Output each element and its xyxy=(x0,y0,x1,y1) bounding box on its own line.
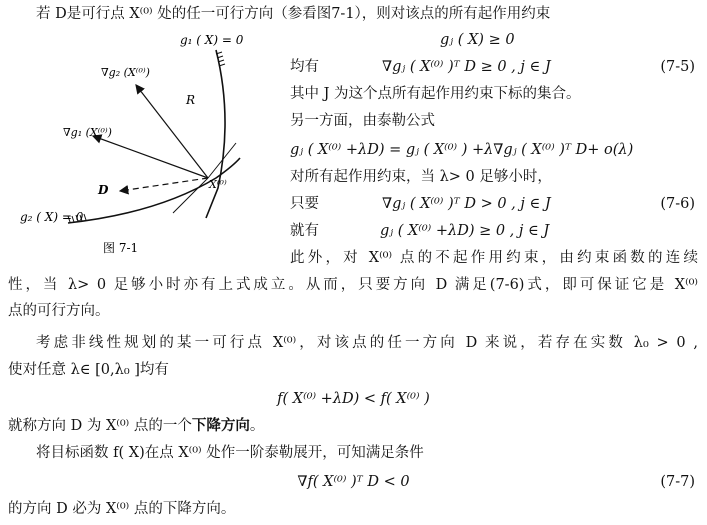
equation-7-7: ∇f( X⁽⁰⁾ )ᵀ D < 0 xyxy=(297,474,410,490)
text-line-5: 另一方面，由泰勒公式 xyxy=(290,113,435,129)
figure-caption: 图 7-1 xyxy=(103,241,139,255)
grad-g1-arrow xyxy=(93,136,208,178)
point-label: X⁽⁰⁾ xyxy=(209,178,227,191)
grad-g1-label: ∇g₁ (X⁽⁰⁾) xyxy=(63,126,112,139)
region-label: R xyxy=(186,93,196,107)
text-line-4: 其中 J 为这个点所有起作用约束下标的集合。 xyxy=(290,86,581,102)
text-line-14: 使对任意 λ∈ [0,λ₀ ]均有 xyxy=(8,362,169,378)
equation-taylor: gⱼ ( X⁽⁰⁾ +λD) = gⱼ ( X⁽⁰⁾ ) +λ∇gⱼ ( X⁽⁰⁾ )ᵀ D+ o(λ) xyxy=(290,142,634,158)
equation-number-7-5: (7-5) xyxy=(660,59,695,75)
grad-g2-arrow xyxy=(136,85,208,178)
equation-number-7-7: (7-7) xyxy=(660,474,695,490)
text-line-3-label: 均有 xyxy=(290,59,319,75)
text-line-19: 的方向 D 必为 X⁽⁰⁾ 点的下降方向。 xyxy=(8,501,236,517)
text-line-2: gⱼ ( X) ≥ 0 xyxy=(440,32,515,48)
g1-label: g₁ ( X) = 0 xyxy=(180,33,244,47)
equation-7-5: ∇gⱼ ( X⁽⁰⁾ )ᵀ D ≥ 0 , j ∈ J xyxy=(382,59,551,75)
text-line-7: 对所有起作用约束，当 λ> 0 足够小时， xyxy=(290,169,552,185)
text-line-10: 此外，对 X⁽⁰⁾ 点的不起作用约束，由约束函数的连续 xyxy=(290,250,698,266)
direction-label: D xyxy=(98,183,109,197)
equation-7-6: ∇gⱼ ( X⁽⁰⁾ )ᵀ D > 0 , j ∈ J xyxy=(382,196,551,212)
g1-constraint-curve xyxy=(206,50,225,218)
equation-descent: f( X⁽⁰⁾ +λD) < f( X⁽⁰⁾ ) xyxy=(277,391,430,407)
text-line-1: 若 D是可行点 X⁽⁰⁾ 处的任一可行方向（参看图7-1），则对该点的所有起作用约束 xyxy=(36,6,551,22)
descent-direction-term: 下降方向 xyxy=(191,417,250,434)
text-line-8-label: 只要 xyxy=(290,196,319,212)
figure-7-1 xyxy=(8,28,288,293)
equation-number-7-6: (7-6) xyxy=(660,196,695,212)
text-line-13: 考虑非线性规划的某一可行点 X⁽⁰⁾，对该点的任一方向 D 来说，若存在实数 λ₀ > 0 , xyxy=(36,335,698,351)
text-line-9-label: 就有 xyxy=(290,223,319,239)
text-line-16: 就称方向 D 为 X⁽⁰⁾ 点的一个下降方向。 xyxy=(8,417,265,434)
g2-label: g₂ ( X) = 0 xyxy=(20,210,84,224)
grad-g2-label: ∇g₂ (X⁽⁰⁾) xyxy=(101,66,150,79)
text-line-11: 性，当 λ> 0 足够小时亦有上式成立。从而，只要方向 D 满足(7-6)式，即可保证它是 X⁽⁰⁾ xyxy=(8,277,698,293)
tangent-line-2 xyxy=(173,178,208,213)
equation-feasible: gⱼ ( X⁽⁰⁾ +λD) ≥ 0 , j ∈ J xyxy=(380,223,550,239)
text-line-12: 点的可行方向。 xyxy=(8,303,110,319)
text-line-17: 将目标函数 f( X)在点 X⁽⁰⁾ 处作一阶泰勒展开，可知满足条件 xyxy=(36,445,424,461)
